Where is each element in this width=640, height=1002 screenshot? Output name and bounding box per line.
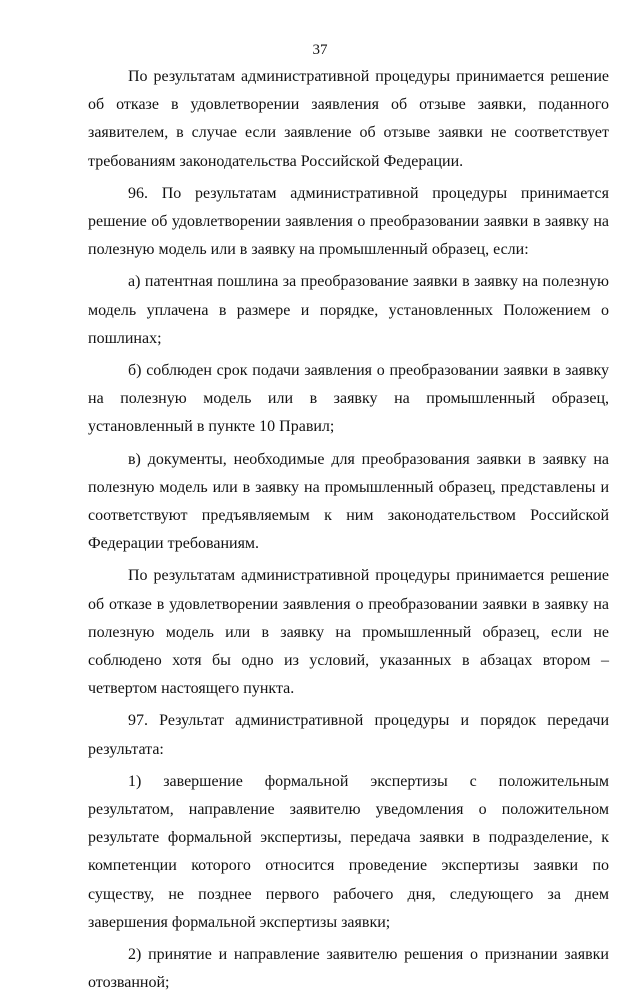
paragraph: а) патентная пошлина за преобразование заявки в заявку на полезную модель уплачена в размере и порядке, установленных Положением о пошлинах; bbox=[88, 273, 609, 347]
paragraph: 97. Результат административной процедуры и порядок передачи результата: bbox=[88, 712, 609, 758]
paragraph: 1) завершение формальной экспертизы с положительным результатом, направление заявителю уведомления о положительном результате формальной экспертизы, передача заявки в подразделение, к компетенции которого относится проведение экспертизы заявки по существу, не позднее первого рабочего дня, следующего за днем завершения формальной экспертизы заявки; bbox=[88, 772, 609, 931]
paragraph: 2) принятие и направление заявителю решения о признании заявки отозванной; bbox=[88, 946, 609, 992]
document-body bbox=[88, 63, 609, 1002]
paragraph: По результатам административной процедуры принимается решение об отказе в удовлетворении заявления о преобразовании заявки в заявку на полезную модель или в заявку на промышленный образец, если не соблюдено хотя бы одно из условий, указанных в абзацах втором – четвертом настоящего пункта. bbox=[88, 567, 609, 698]
paragraph: в) документы, необходимые для преобразования заявки в заявку на полезную модель или в заявку на промышленный образец, представлены и соответствуют предъявляемым к ним законодательством Российской Федерации требованиям. bbox=[88, 450, 609, 553]
paragraph: б) соблюден срок подачи заявления о преобразовании заявки в заявку на полезную модель или в заявку на промышленный образец, установленный в пункте 10 Правил; bbox=[88, 362, 609, 436]
paragraph: По результатам административной процедуры принимается решение об отказе в удовлетворении заявления об отзыве заявки, поданного заявителем, в случае если заявление об отзыве заявки не соответствует требованиям законодательства Российской Федерации. bbox=[88, 68, 609, 170]
page-number: 37 bbox=[312, 42, 328, 58]
paragraph: 96. По результатам административной процедуры принимается решение об удовлетворении заявления о преобразовании заявки в заявку на полезную модель или в заявку на промышленный образец, если: bbox=[88, 184, 609, 259]
